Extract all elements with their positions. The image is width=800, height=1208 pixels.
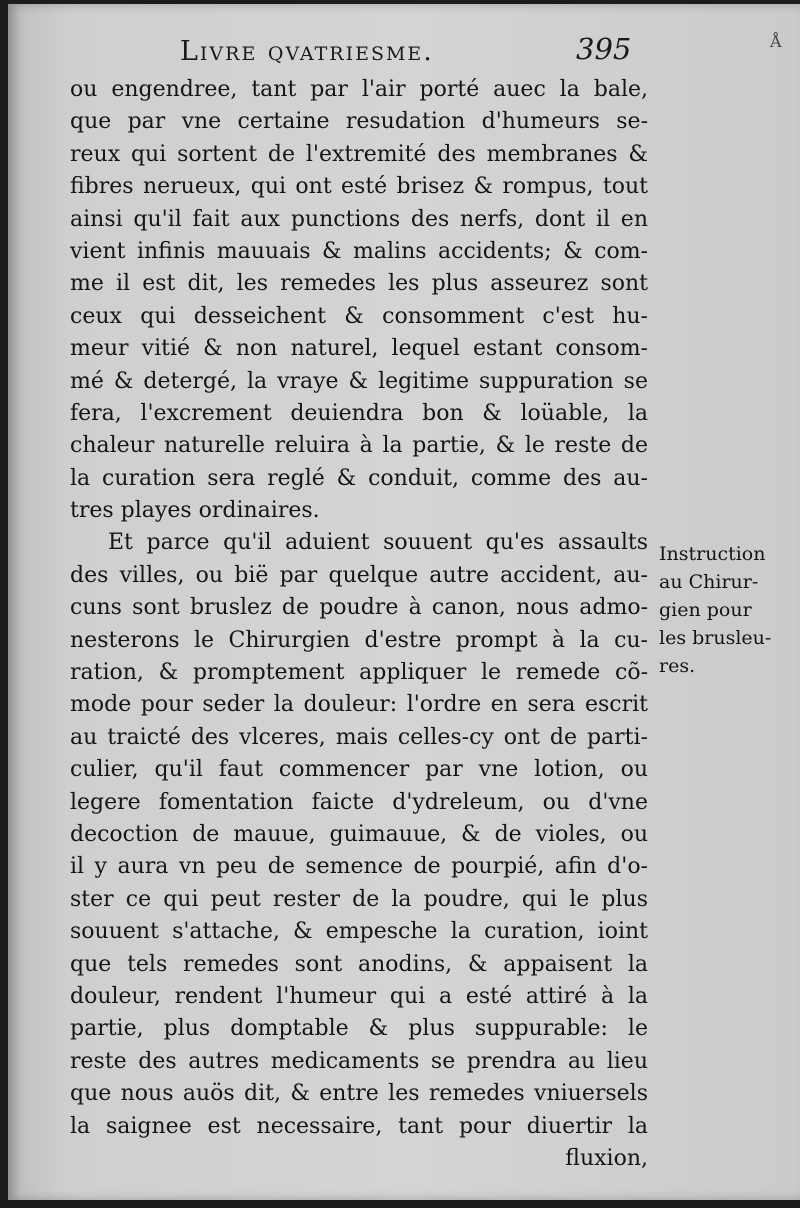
text-line: chaleur naturelle reluira à la partie, & le reste de [70, 433, 648, 459]
text-line: ainsi qu'il fait aux punctions des nerfs, dont il en [70, 206, 648, 232]
text-line: ration, & promptement appliquer le remede cõ- [70, 660, 648, 686]
text-line: me il est dit, les remedes les plus asseurez sont [70, 271, 648, 297]
text-line: meur vitié & non naturel, lequel estant consom- [70, 336, 648, 362]
text-line: mé & detergé, la vraye & legitime suppuration se [70, 368, 648, 394]
text-line: fera, l'excrement deuiendra bon & loüable, la [70, 400, 648, 426]
body-text [70, 74, 648, 1175]
margin-note-line: les brusleu- [659, 627, 772, 649]
margin-note-line: res. [659, 655, 696, 677]
book-page [8, 4, 800, 1200]
text-line: la curation sera reglé & conduit, comme des au- [70, 465, 648, 491]
text-line: ceux qui desseichent & consomment c'est hu- [70, 303, 648, 329]
text-line: culier, qu'il faut commencer par vne lotion, ou [70, 757, 648, 783]
text-line: partie, plus domptable & plus suppurable: le [70, 1016, 648, 1042]
text-line: au traicté des vlceres, mais celles-cy ont de parti- [70, 724, 648, 750]
text-line: legere fomentation faicte d'ydreleum, ou d'vne [70, 789, 648, 815]
text-line: ster ce qui peut rester de la poudre, qui le plus [70, 886, 648, 912]
margin-note-line: Instruction [659, 543, 766, 565]
running-title: Livre qvatriesme. [180, 36, 434, 67]
paragraph-start-line: Et parce qu'il aduient souuent qu'es assaults [108, 530, 648, 556]
text-line: que nous auös dit, & entre les remedes vniuersels [70, 1081, 648, 1107]
text-line: tres playes ordinaires. [70, 498, 320, 524]
page-number: 395 [576, 32, 632, 66]
margin-note [659, 540, 795, 680]
text-line: cuns sont bruslez de poudre à canon, nous admo- [70, 595, 648, 621]
text-line: fibres nerueux, qui ont esté brisez & rompus, tout [70, 174, 648, 200]
text-line: il y aura vn peu de semence de pourpié, afin d'o- [70, 854, 648, 880]
text-line: des villes, ou bië par quelque autre accident, au- [70, 562, 648, 588]
text-line: decoction de mauue, guimauue, & de violes, ou [70, 821, 648, 847]
text-line: que par vne certaine resudation d'humeurs se- [70, 109, 648, 135]
page-header [148, 32, 648, 76]
text-line: la saignee est necessaire, tant pour diuertir la [70, 1113, 648, 1139]
text-line: que tels remedes sont anodins, & appaisent la [70, 951, 648, 977]
text-line: vient infinis mauuais & malins accidents; & com- [70, 238, 648, 264]
catchword-line: fluxion, [565, 1145, 648, 1171]
text-line: ou engendree, tant par l'air porté auec la bale, [70, 77, 648, 102]
text-line: mode pour seder la douleur: l'ordre en sera escrit [70, 692, 648, 718]
text-line: nesterons le Chirurgien d'estre prompt à la cu- [70, 627, 648, 653]
margin-note-line: gien pour [659, 599, 752, 621]
margin-note-line: au Chirur- [659, 571, 759, 593]
text-line: reux qui sortent de l'extremité des membranes & [70, 141, 648, 167]
text-line: reste des autres medicaments se prendra au lieu [70, 1048, 648, 1074]
text-line: souuent s'attache, & empesche la curation, ioint [70, 919, 648, 945]
corner-mark: Å [770, 32, 782, 51]
text-line: douleur, rendent l'humeur qui a esté attiré à la [70, 983, 648, 1009]
